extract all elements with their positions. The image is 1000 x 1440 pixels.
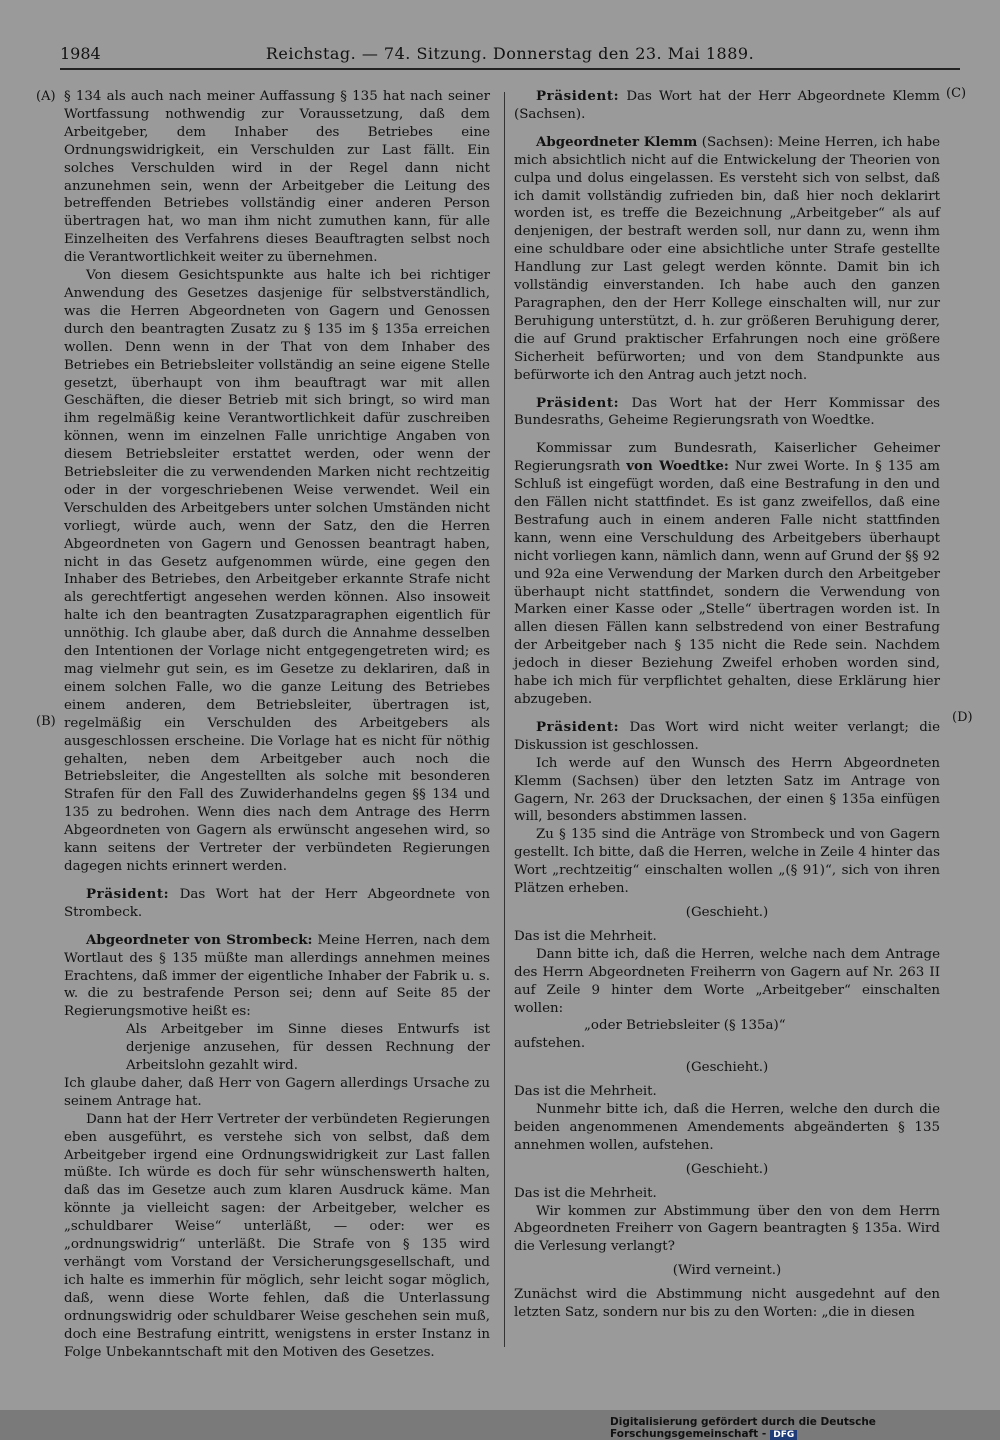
paragraph: Zunächst wird die Abstimmung nicht ausgedehnt auf den letzten Satz, sondern nur bis zu den Worten: „die in diesen: [514, 1287, 940, 1321]
speech-text: Das Wort hat der Herr Abgeordnete Klemm (Sachsen).: [514, 89, 940, 122]
paragraph: [514, 719, 940, 755]
paragraph: [64, 932, 490, 1022]
paragraph: Nunmehr bitte ich, daß die Herren, welche den durch die beiden angenommenen Amendements abgeänderten § 135 annehmen wollen, aufstehen.: [514, 1102, 940, 1153]
stage-direction: (Geschieht.): [685, 904, 769, 920]
left-column: [64, 88, 490, 1361]
paragraph: Das ist die Mehrheit.: [514, 1185, 657, 1201]
speaker-name: Abgeordneter Klemm: [536, 133, 698, 150]
paragraph: Zu § 135 sind die Anträge von Strombeck und von Gagern gestellt. Ich bitte, daß die Herren, welche in Zeile 4 hinter das Wort „rechtzeitig“ einschalten wollen „(§ 91)“, sich von ihren Plätzen erheben.: [514, 827, 940, 897]
speech-text: Das Wort hat der Herr Kommissar des Bundesraths, Geheime Regierungsrath von Woedtke.: [514, 395, 940, 429]
stage-direction: (Geschieht.): [685, 1161, 769, 1177]
page-number: 1984: [60, 44, 101, 63]
paragraph: Wir kommen zur Abstimmung über den von dem Herrn Abgeordneten Freiherr von Gagern beantragten § 135a. Wird die Verlesung verlangt?: [514, 1203, 940, 1255]
margin-marker-a: (A): [36, 89, 56, 104]
running-title: Reichstag. — 74. Sitzung. Donnerstag den 23. Mai 1889.: [265, 44, 755, 63]
paragraph: [64, 886, 490, 922]
paragraph: Ich werde auf den Wunsch des Herrn Abgeordneten Klemm (Sachsen) über den letzten Satz im Antrage von Gagern, Nr. 263 der Drucksachen, der einen § 135a einfügen will, besonders abstimmen lassen.: [514, 755, 940, 825]
paragraph: [514, 440, 940, 709]
column-rule: [504, 92, 505, 1347]
paragraph: Ich glaube daher, daß Herr von Gagern allerdings Ursache zu seinem Antrage hat.: [64, 1075, 490, 1109]
paragraph: Dann bitte ich, daß die Herren, welche nach dem Antrage des Herrn Abgeordneten Freiherrn von Gagern auf Nr. 263 II auf Zeile 9 hinter dem Worte „Arbeitgeber“ einschalten wollen:: [514, 946, 940, 1016]
speech-text: Nur zwei Worte. In § 135 am Schluß ist eingefügt worden, daß eine Bestrafung in den und den Fällen nicht stattfindet. Es ist ganz zweifellos, daß eine Bestrafung auch in einem anderen Falle nicht stattfinden kann, wenn eine Verschuldung des Arbeitgebers überhaupt nicht vorliegen kann, nämlich dann, wenn auf Grund der §§ 92 und 92a eine Verwendung der Marken durch den Arbeitgeber überhaupt nicht stattfindet, sondern die Verwendung von Marken einer Kasse oder „Stelle“ übertragen worden ist. In allen diesen Fällen kann selbstredend von einer Bestrafung der Arbeitgeber nach § 135 nicht die Rede sein. Nachdem jedoch in dieser Beziehung Zweifel erhoben worden sind, habe ich mich für verpflichtet gehalten, diese Erklärung hier abzugeben.: [514, 459, 940, 707]
speaker-name: von Woedtke:: [626, 458, 729, 475]
dfg-logo: DFG: [770, 1430, 797, 1440]
footer-text: Digitalisierung gefördert durch die Deutsche Forschungsgemeinschaft -: [610, 1416, 876, 1440]
speaker-name: Präsident:: [536, 88, 620, 104]
paragraph: Von diesem Gesichtspunkte aus halte ich bei richtiger Anwendung des Gesetzes dasjenige für selbstverständlich, was die Herren Abgeordneten von Gagern und Genossen durch den beantragten Zusatz zu § 135 im § 135a erreichen wollen. Denn wenn in der That von dem Inhaber des Betriebes ein Betriebsleiter vollständig an seine eigene Stelle gesetzt, überhaupt von ihm beauftragt war mit allen Geschäften, die dieser Betrieb mit sich bringt, so wird man ihm regelmäßig keine Verantwortlichkeit dafür zuschreiben können, wenn im einzelnen Falle unrichtige Angaben von diesem Betriebsleiter erstattet werden, oder wenn der Betriebsleiter die zu verwendenden Marken nicht rechtzeitig oder in der vorgeschriebenen Weise verwendet. Weil ein Verschulden des Arbeitgebers unter solchen Umständen nicht vorliegt, würde auch, wenn der Satz, den die Herren Abgeordneten von Gagern und Genossen beantragt haben, nicht in das Gesetz aufgenommen würde, eine gegen den Inhaber des Betriebes, den Arbeitgeber erkannte Strafe nicht als gerechtfertigt angesehen werden können. Also insoweit halte ich den beantragten Zusatzparagraphen eigentlich für unnöthig. Ich glaube aber, daß durch die Annahme desselben den Intentionen der Vorlage nicht entgegengetreten wird; es mag vielmehr gut sein, es im Gesetze zu deklariren, daß in einem solchen Falle, wo die ganze Leitung des Betriebes einem anderen, dem Betriebsleiter, übertragen ist, regelmäßig ein Verschulden des Arbeitgebers als ausgeschlossen erscheine. Die Vorlage hat es nicht für nöthig gehalten, neben dem Arbeitgeber auch noch die Betriebsleiter, die Angestellten als solche mit besonderen Strafen für den Fall des Zuwiderhandelns gegen §§ 134 und 135 zu bedrohen. Wenn dies nach dem Antrage des Herrn Abgeordneten von Gagern als erwünscht angesehen wird, so kann seitens der Vertreter der verbündeten Regierungen dagegen nichts erinnert werden.: [64, 268, 490, 874]
speaker-name: Präsident:: [536, 718, 620, 735]
quoted-phrase: „oder Betriebsleiter (§ 135a)“: [584, 1018, 786, 1034]
header-rule: [60, 68, 960, 70]
paragraph: [514, 88, 940, 124]
paragraph: [514, 395, 940, 431]
speech-text: (Sachsen): Meine Herren, ich habe mich absichtlich nicht auf die Entwickelung der Theorien von culpa und dolus eingelassen. Es versteht sich von selbst, daß ich damit vollständig zufrieden bin, daß hier noch deklarirt worden ist, es treffe die Bezeichnung „Arbeitgeber“ als auf denjenigen, der bestraft werden soll, nur dann zu, wenn ihm eine schuldbare oder eine absichtliche unter Strafe gestellte Handlung zur Last gelegt werden könnte. Damit bin ich vollständig einverstanden. Ich habe auch den ganzen Paragraphen, den der Herr Kollege einschalten will, nur zur Beruhigung unterstützt, d. h. zur größeren Beruhigung derer, die auf Grund praktischer Erfahrungen noch eine größere Sicherheit befürworten; und von dem Standpunkte aus befürworte ich den Antrag auch jetzt noch.: [514, 134, 940, 383]
paragraph: aufstehen.: [514, 1036, 586, 1052]
speaker-name: Präsident:: [536, 394, 620, 411]
speaker-name: Abgeordneter von Strombeck:: [86, 931, 313, 948]
speech-text: Meine Herren, nach dem Wortlaut des § 135 müßte man allerdings annehmen meines Erachtens, daß immer der eigentliche Inhaber der Fabrik u. s. w. die zu bestrafende Person sei; denn auf Seite 85 der Regierungsmotive heißt es:: [64, 932, 490, 1020]
paragraph: Das ist die Mehrheit.: [514, 928, 657, 944]
footer-credit: [610, 1416, 1000, 1440]
block-quote: Als Arbeitgeber im Sinne dieses Entwurfs ist derjenige anzusehen, für dessen Rechnung der Arbeitslohn gezahlt wird.: [126, 1022, 490, 1074]
stage-direction: (Geschieht.): [685, 1060, 769, 1076]
page-header: [60, 40, 960, 66]
paragraph: [514, 134, 940, 385]
speaker-name: Präsident:: [86, 885, 170, 902]
margin-marker-b: (B): [36, 714, 56, 729]
margin-marker-d: (D): [952, 710, 973, 725]
paragraph: Dann hat der Herr Vertreter der verbündeten Regierungen eben ausgeführt, es verstehe sich von selbst, daß dem Arbeitgeber irgend eine Ordnungswidrigkeit zur Last fallen müßte. Ich würde es doch für sehr wünschenswerth halten, daß das im Gesetze auch zum klaren Ausdruck käme. Man könnte ja vielleicht sagen: der Arbeitgeber, welcher es „schuldbarer Weise“ unterläßt, — oder: wer es „ordnungswidrig“ unterläßt. Die Strafe von § 135 wird verhängt vom Vorstand der Versicherungsgesellschaft, und ich halte es immerhin für möglich, sehr leicht sogar möglich, daß, wenn diese Worte fehlen, daß die Unterlassung ordnungswidrig oder schuldbarer Weise geschehen sein muß, doch eine Bestrafung eintritt, wenigstens in erster Instanz in Folge Unbekanntschaft mit den Motiven des Gesetzes.: [64, 1111, 490, 1360]
paragraph: § 134 als auch nach meiner Auffassung § 135 hat nach seiner Wortfassung nothwendig zur Voraussetzung, daß dem Arbeitgeber, dem Inhaber des Betriebes eine Ordnungswidrigkeit, ein Verschulden zur Last fällt. Ein solches Verschulden wird in der Regel dann nicht anzunehmen sein, wenn der Arbeitgeber die Leitung des betreffenden Betriebes vollständig einer anderen Person übertragen hat, wo man ihm nicht zumuthen kann, für alle Einzelheiten des Verfahrens dieses Beauftragten selbst noch die Verantwortlichkeit weiter zu übernehmen.: [64, 89, 490, 266]
speaker-title: Kommissar zum Bundesrath, Kaiserlicher Geheimer Regierungsrath: [514, 441, 940, 475]
speech-text: Das Wort hat der Herr Abgeordnete von Strombeck.: [64, 886, 490, 920]
paragraph: Das ist die Mehrheit.: [514, 1084, 657, 1100]
speech-text: Das Wort wird nicht weiter verlangt; die Diskussion ist geschlossen.: [514, 719, 941, 753]
margin-marker-c: (C): [946, 86, 967, 101]
right-column: [514, 88, 940, 1322]
stage-direction: (Wird verneint.): [672, 1263, 782, 1279]
